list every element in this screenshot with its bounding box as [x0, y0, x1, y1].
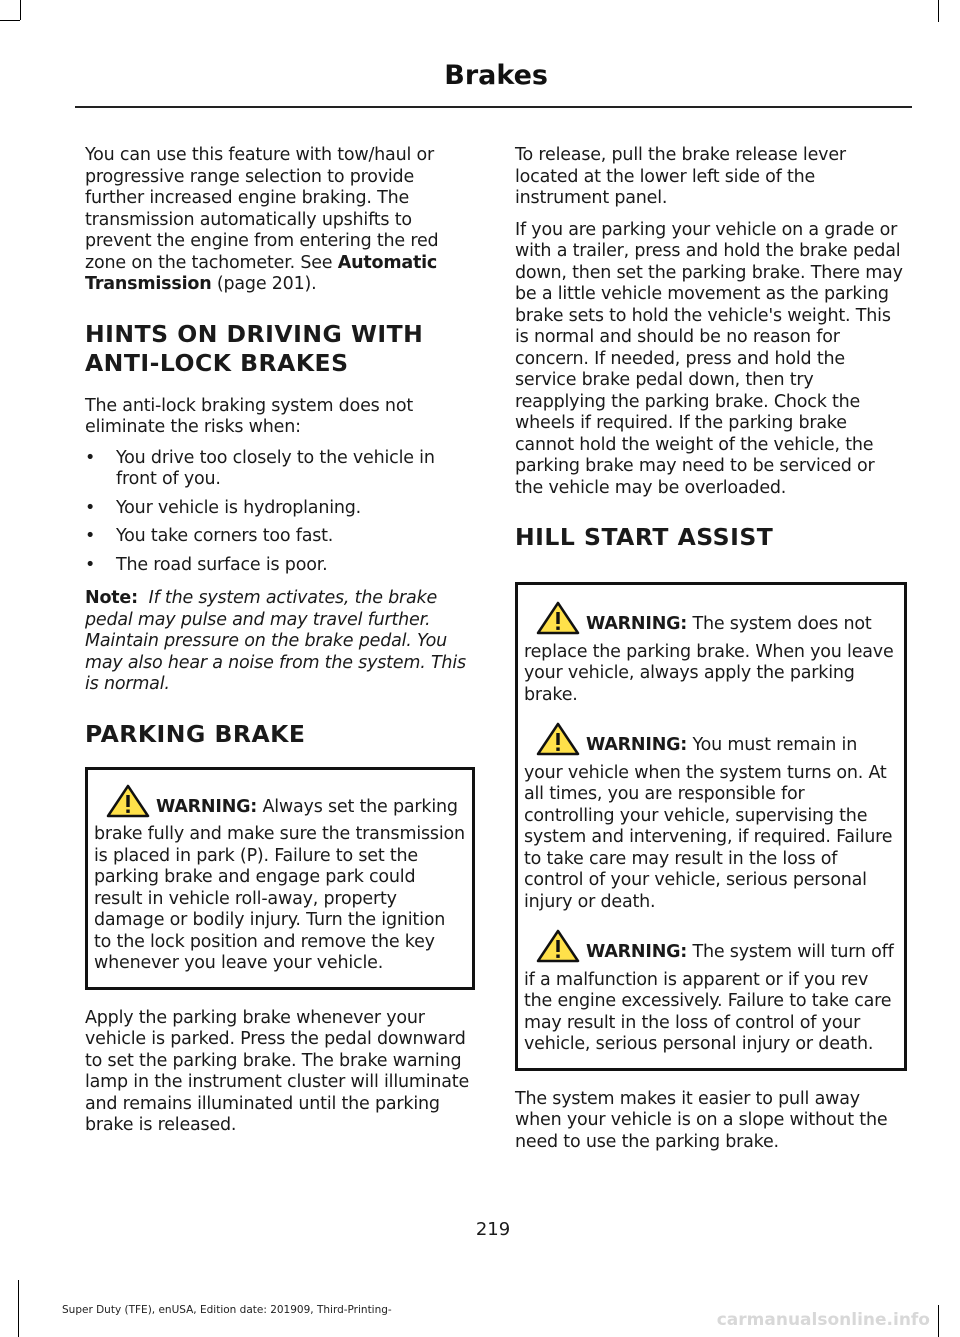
warning: WARNING: The system does not replace the parking brake. When you leave your vehicle, always apply the parking brake.	[524, 601, 898, 706]
hill-warning-box	[515, 582, 907, 1071]
warning: WARNING: The system will turn off if a malfunction is apparent or if you rev the engine excessively. Failure to take care may result in the loss of control of your vehicle, serious personal injury or death.	[524, 929, 898, 1056]
page-number: 219	[475, 1219, 511, 1240]
list-item: • You take corners too fast.	[85, 526, 475, 548]
note-label: Note:	[85, 588, 138, 608]
warning-triangle-icon	[106, 784, 150, 825]
list-item: • Your vehicle is hydroplaning.	[85, 498, 475, 520]
heading-abs: HINTS ON DRIVING WITH ANTI-LOCK BRAKES	[85, 319, 424, 377]
abs-note	[85, 588, 475, 696]
warning-triangle-icon	[536, 722, 580, 763]
page-title: Brakes	[444, 60, 548, 91]
intro-paragraph: You can use this feature with tow/haul or progressive range selection to provide further increased engine braking. The transmission automatically upshifts to prevent the engine from entering the red zone on the tachometer. See Automatic Transmission (page 201).	[85, 145, 439, 294]
automatic-transmission-link[interactable]: Automatic Transmission	[85, 252, 438, 294]
warning-triangle-icon	[536, 601, 580, 642]
abs-bullet-list	[85, 448, 475, 577]
left-column	[85, 145, 475, 1152]
release-paragraph: To release, pull the brake release lever located at the lower left side of the instrument panel.	[515, 145, 846, 208]
footer-edition: Super Duty (TFE), enUSA, Edition date: 201909, Third-Printing-	[62, 1304, 392, 1316]
grade-paragraph: If you are parking your vehicle on a grade or with a trailer, press and hold the brake pedal down, then set the parking brake. There may be a little vehicle movement as the parking brake sets to hold the vehicle's weight. This is normal and should be no reason for concern. If needed, press and hold the service brake pedal down, then try reapplying the parking brake. Chock the wheels if required. If the parking brake cannot hold the weight of the vehicle, the parking brake may need to be serviced or the vehicle may be overloaded.	[515, 219, 903, 498]
abs-intro: The anti-lock braking system does not eliminate the risks when:	[85, 395, 413, 437]
heading-hill-start-assist: HILL START ASSIST	[515, 523, 774, 551]
header-divider	[75, 106, 912, 108]
right-column	[515, 145, 907, 1168]
warning: WARNING: Always set the parking brake fully and make sure the transmission is placed in park (P). Failure to set the parking brake and engage park could result in vehicle roll-away, property damage or bodily injury. Turn the ignition to the lock position and remove the key whenever you leave your vehicle.	[94, 784, 466, 975]
watermark: carmanualsonline.info	[716, 1310, 930, 1330]
list-item: • The road surface is poor.	[85, 555, 475, 577]
list-item: • You drive too closely to the vehicle in front of you.	[85, 448, 475, 491]
hill-paragraph: The system makes it easier to pull away when your vehicle is on a slope without the need to use the parking brake.	[515, 1088, 888, 1152]
warning: WARNING: You must remain in your vehicle when the system turns on. At all times, you are responsible for controlling your vehicle, supervising the system and intervening, if required. Failure to take care may result in the loss of control of your vehicle, serious personal injury or death.	[524, 722, 898, 913]
heading-parking-brake: PARKING BRAKE	[85, 719, 306, 748]
crop-mark	[20, 0, 21, 20]
parking-paragraph: Apply the parking brake whenever your vehicle is parked. Press the pedal downward to set the parking brake. The brake warning lamp in the instrument cluster will illuminate and remains illuminated until the parking brake is released.	[85, 1007, 470, 1135]
crop-mark	[938, 1305, 939, 1337]
note-text: If the system activates, the brake pedal may pulse and may travel further. Maintain pressure on the brake pedal. You may also hear a noise from the system. This is normal.	[85, 588, 466, 694]
crop-mark	[0, 20, 20, 21]
crop-mark	[18, 1280, 19, 1337]
warning-triangle-icon	[536, 929, 580, 970]
crop-mark	[938, 0, 939, 22]
parking-warning-box	[85, 767, 475, 990]
